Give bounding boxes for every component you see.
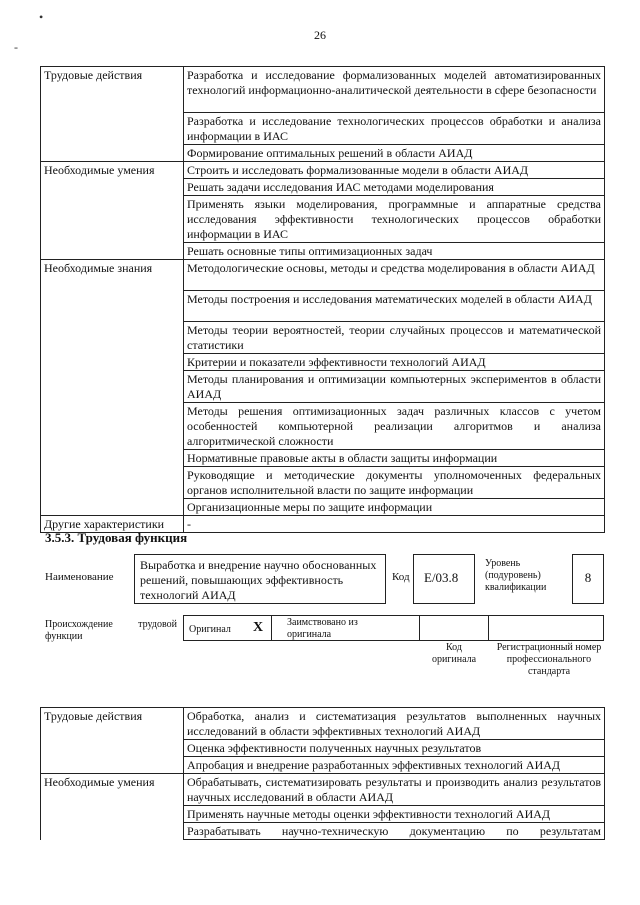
item-cell: Применять языки моделирования, программные и аппаратные средства исследования эффективности технологических процессов обработки информации в ИАС — [184, 196, 605, 243]
category-cell: Необходимые умения — [41, 774, 184, 840]
item-cell: Строить и исследовать формализованные модели в области АИАД — [184, 162, 605, 179]
category-cell: Трудовые действия — [41, 708, 184, 774]
margin-dot: • — [39, 10, 44, 24]
origin-label: Происхождение трудовой функции — [45, 619, 177, 642]
code-label: Код — [392, 571, 410, 583]
reg-caption: Регистрационный номер профессионального стандарта — [496, 642, 602, 677]
table-row — [41, 67, 605, 113]
table-row — [41, 774, 605, 806]
item-cell: Формирование оптимальных решений в области АИАД — [184, 145, 605, 162]
item-cell: Методы построения и исследования математических моделей в области АИАД — [184, 291, 605, 322]
origin-box — [183, 615, 604, 641]
item-cell: Методологические основы, методы и средства моделирования в области АИАД — [184, 260, 605, 291]
origin-divider — [419, 615, 420, 641]
item-cell: Методы планирования и оптимизации компьютерных экспериментов в области АИАД — [184, 371, 605, 403]
item-cell: Руководящие и методические документы уполномоченных федеральных органов исполнительной власти по защите информации — [184, 467, 605, 499]
item-cell: - — [184, 516, 605, 533]
item-cell: Разрабатывать научно-техническую документацию по результатам — [184, 823, 605, 840]
item-cell: Обработка, анализ и систематизация результатов выполненных научных исследований в области эффективных технологий АИАД — [184, 708, 605, 740]
item-cell: Разработка и исследование формализованных моделей автоматизированных технологий информационно-аналитической деятельности в сфере безопасности — [184, 67, 605, 113]
table-row — [41, 708, 605, 740]
item-cell: Решать задачи исследования ИАС методами моделирования — [184, 179, 605, 196]
category-cell: Трудовые действия — [41, 67, 184, 162]
code-box: E/03.8 — [413, 554, 475, 604]
item-cell: Методы теории вероятностей, теории случайных процессов и математической статистики — [184, 322, 605, 354]
code-caption: Код оригинала — [431, 642, 477, 665]
category-cell: Необходимые знания — [41, 260, 184, 516]
origin-divider — [488, 615, 489, 641]
item-cell: Разработка и исследование технологических процессов обработки и анализа информации в ИАС — [184, 113, 605, 145]
item-cell: Решать основные типы оптимизационных задач — [184, 243, 605, 260]
margin-dash: - — [14, 40, 18, 54]
skills-table-2 — [40, 707, 605, 840]
skills-table-1 — [40, 66, 605, 533]
original-label: Оригинал — [189, 624, 231, 635]
item-cell: Критерии и показатели эффективности технологий АИАД — [184, 354, 605, 371]
page-number: 26 — [314, 28, 326, 42]
original-mark: X — [253, 620, 264, 635]
section-title: 3.5.3. Трудовая функция — [45, 530, 188, 545]
table-row — [41, 260, 605, 291]
borrowed-label: Заимствовано из оригинала — [287, 617, 358, 640]
table-row — [41, 162, 605, 179]
name-label: Наименование — [45, 571, 114, 583]
origin-divider — [271, 615, 272, 641]
category-cell: Необходимые умения — [41, 162, 184, 260]
item-cell: Методы решения оптимизационных задач различных классов с учетом особенностей компьютерной реализации алгоритмов и анализа алгоритмической сложности — [184, 403, 605, 450]
level-label: Уровень (подуровень) квалификации — [485, 558, 547, 593]
item-cell: Оценка эффективности полученных научных результатов — [184, 740, 605, 757]
level-box: 8 — [572, 554, 604, 604]
item-cell: Апробация и внедрение разработанных эффективных технологий АИАД — [184, 757, 605, 774]
function-name-box: Выработка и внедрение научно обоснованных решений, повышающих эффективность технологий АИАД — [134, 554, 386, 604]
item-cell: Применять научные методы оценки эффективности технологий АИАД — [184, 806, 605, 823]
item-cell: Нормативные правовые акты в области защиты информации — [184, 450, 605, 467]
item-cell: Обрабатывать, систематизировать результаты и производить анализ результатов научных исследований в области АИАД — [184, 774, 605, 806]
item-cell: Организационные меры по защите информации — [184, 499, 605, 516]
category-cell: Другие характеристики — [41, 516, 184, 533]
